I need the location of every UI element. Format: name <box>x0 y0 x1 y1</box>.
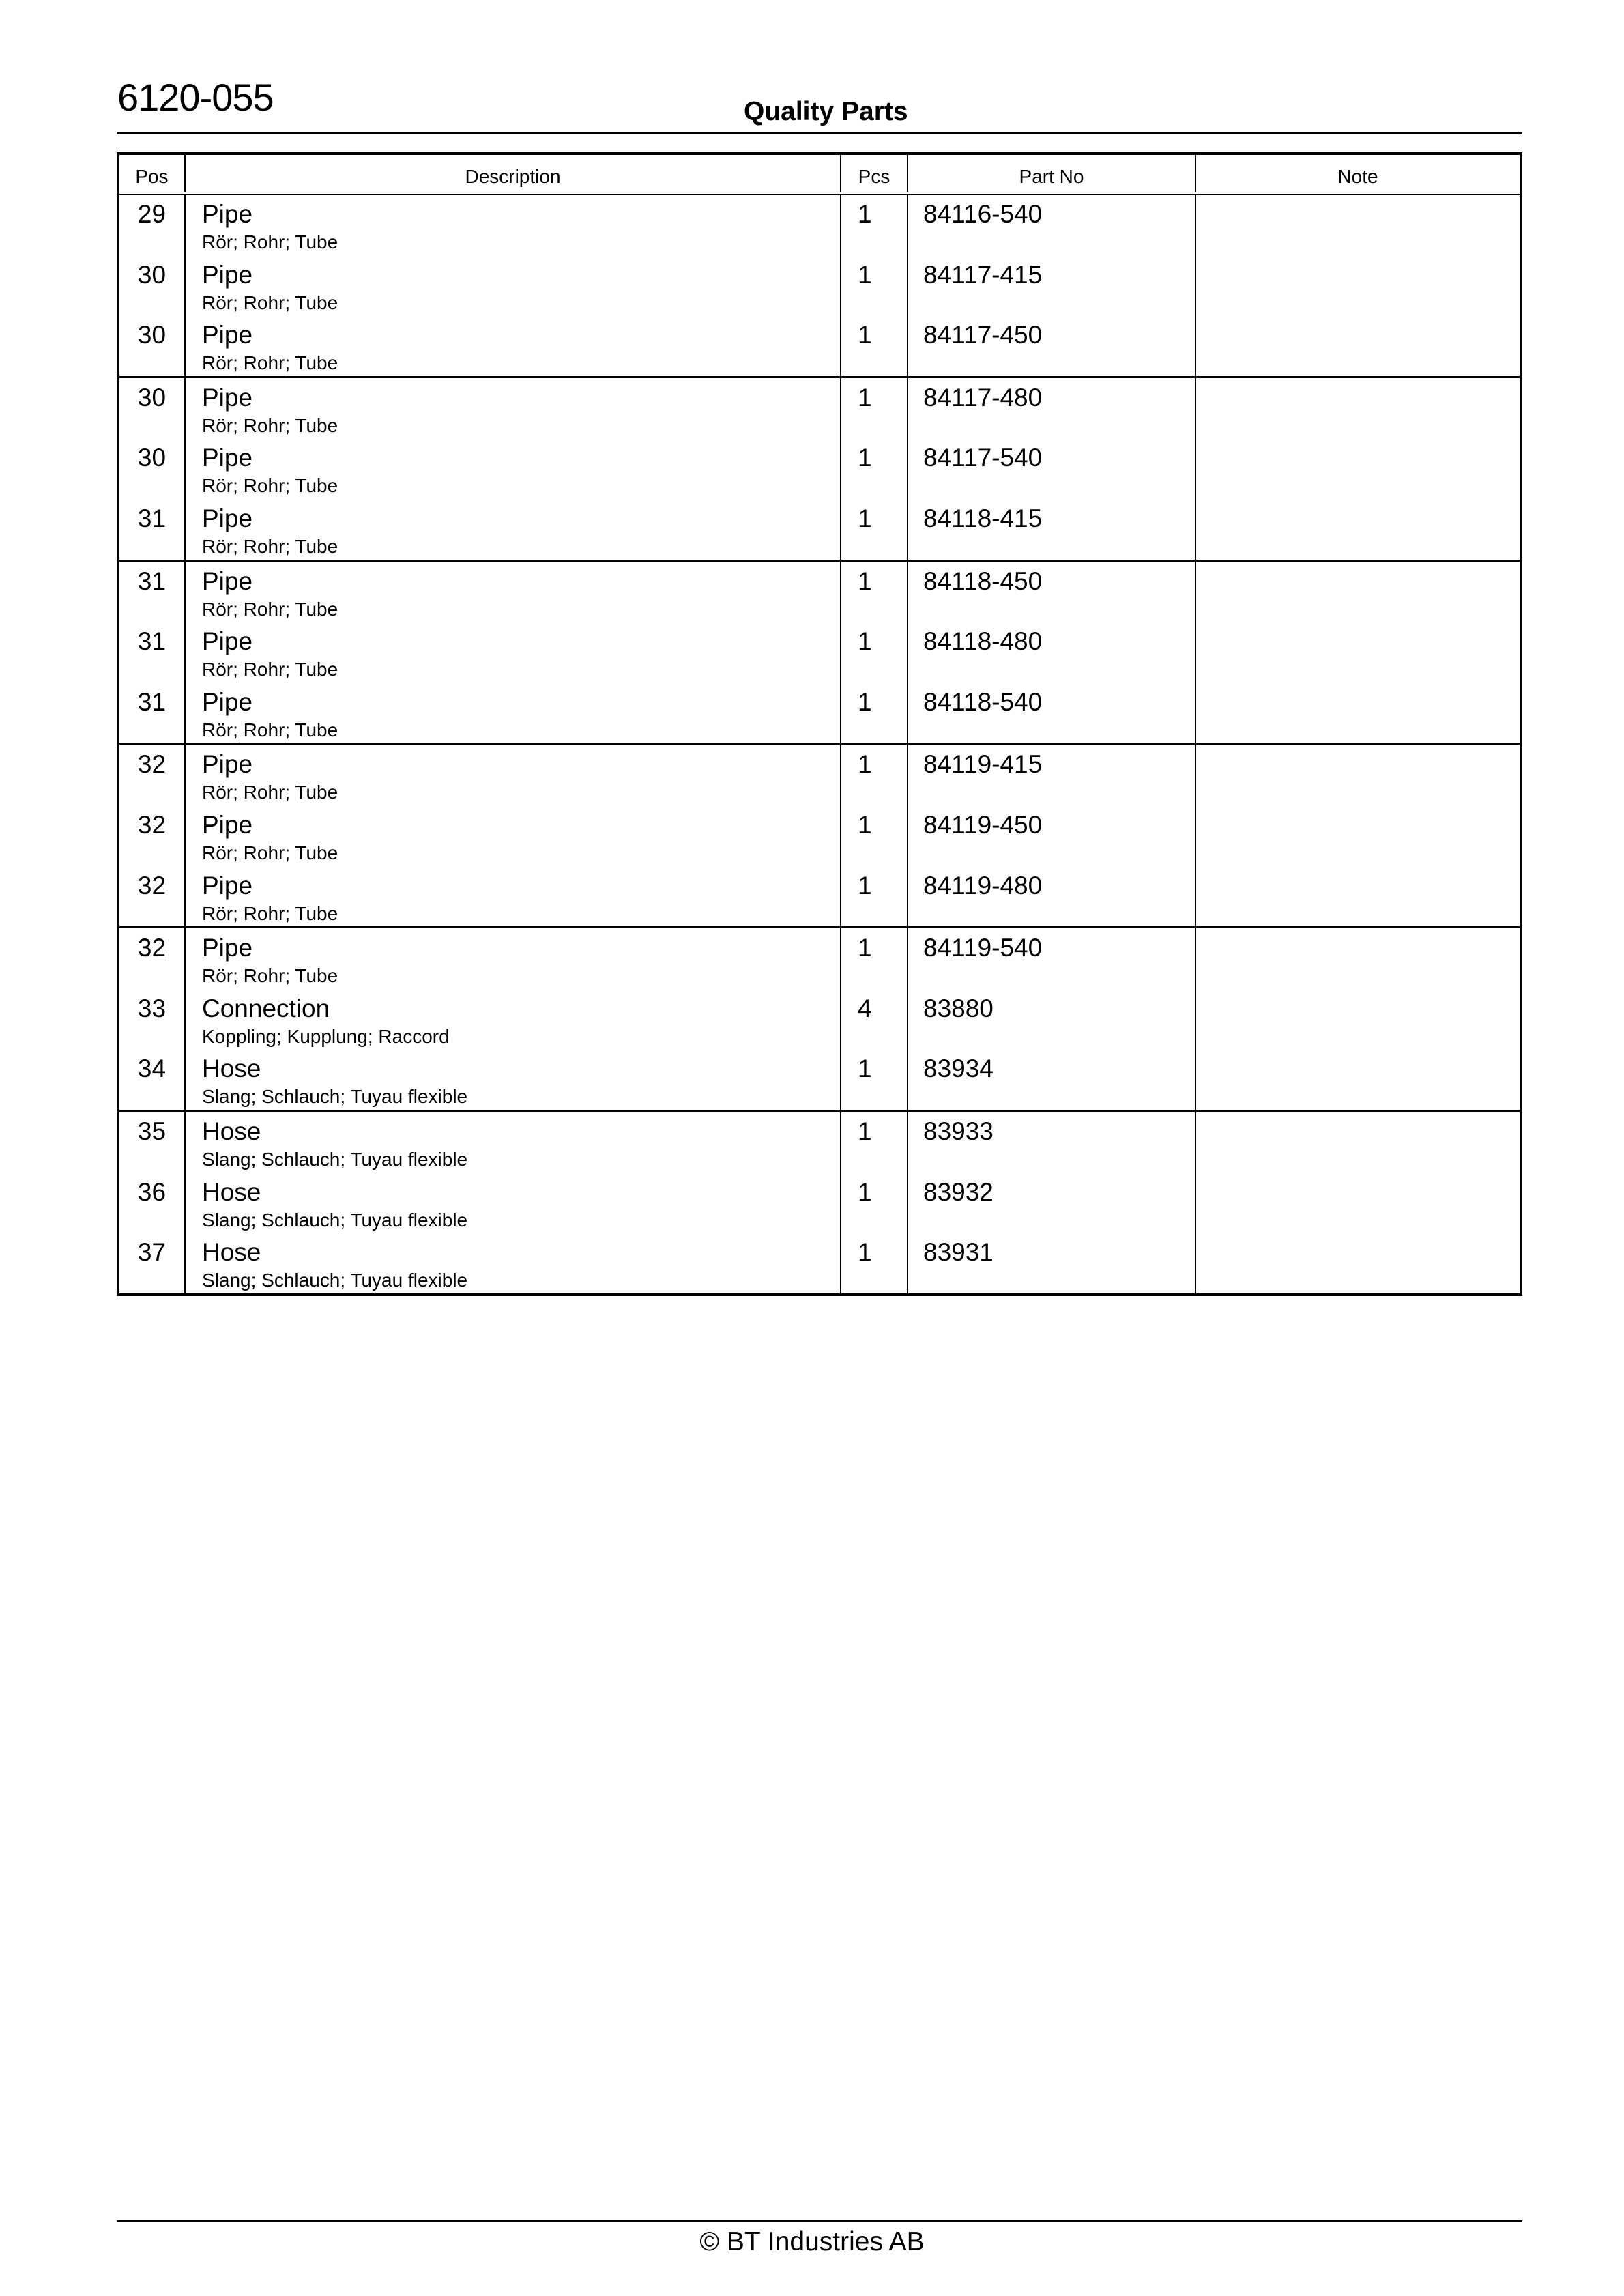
part-name: Hose <box>202 1177 261 1206</box>
note-cell <box>1196 315 1520 376</box>
row-group <box>119 926 1520 1110</box>
part-translation: Rör; Rohr; Tube <box>202 842 338 863</box>
description-cell <box>186 805 841 866</box>
pos-cell: 30 <box>119 438 186 499</box>
part-name: Pipe <box>202 871 253 900</box>
pos-cell: 32 <box>119 745 186 805</box>
table-row <box>119 438 1520 499</box>
table-row <box>119 1233 1520 1293</box>
part-translation: Rör; Rohr; Tube <box>202 598 338 620</box>
note-cell <box>1196 562 1520 622</box>
column-header-note: Note <box>1337 166 1378 187</box>
table-header <box>119 155 1520 195</box>
table-body <box>119 195 1520 1293</box>
pos-cell: 31 <box>119 562 186 622</box>
part-translation: Rör; Rohr; Tube <box>202 475 338 497</box>
part-name: Pipe <box>202 687 253 716</box>
note-cell <box>1196 195 1520 255</box>
note-cell <box>1196 255 1520 316</box>
pcs-cell: 1 <box>841 1233 908 1293</box>
note-cell <box>1196 622 1520 683</box>
pos-cell: 31 <box>119 622 186 683</box>
pos-cell: 35 <box>119 1112 186 1173</box>
description-cell <box>186 1173 841 1233</box>
part-name: Pipe <box>202 750 253 779</box>
part-no-cell: 84118-415 <box>908 499 1196 560</box>
description-cell <box>186 1233 841 1293</box>
pos-cell: 33 <box>119 989 186 1050</box>
pcs-cell: 1 <box>841 255 908 316</box>
part-translation: Rör; Rohr; Tube <box>202 231 338 253</box>
description-cell <box>186 1049 841 1110</box>
part-name: Pipe <box>202 321 253 349</box>
note-cell <box>1196 438 1520 499</box>
note-cell <box>1196 378 1520 439</box>
pos-cell: 34 <box>119 1049 186 1110</box>
pcs-cell: 1 <box>841 622 908 683</box>
part-name: Pipe <box>202 200 253 228</box>
part-translation: Rör; Rohr; Tube <box>202 965 338 987</box>
part-no-cell: 84117-480 <box>908 378 1196 439</box>
description-cell <box>186 499 841 560</box>
note-cell <box>1196 928 1520 989</box>
part-no-cell: 84119-450 <box>908 805 1196 866</box>
pcs-cell: 1 <box>841 315 908 376</box>
description-cell <box>186 315 841 376</box>
part-name: Hose <box>202 1054 261 1083</box>
pos-cell: 31 <box>119 683 186 743</box>
pos-cell: 37 <box>119 1233 186 1293</box>
part-no-cell: 84119-540 <box>908 928 1196 989</box>
pcs-cell: 1 <box>841 378 908 439</box>
table-row <box>119 499 1520 560</box>
part-translation: Rör; Rohr; Tube <box>202 291 338 313</box>
table-row <box>119 562 1520 622</box>
pos-cell: 30 <box>119 315 186 376</box>
document-number: 6120-055 <box>117 76 274 119</box>
note-cell <box>1196 1173 1520 1233</box>
column-header-pos: Pos <box>119 155 186 192</box>
part-name: Pipe <box>202 504 253 532</box>
row-group <box>119 560 1520 743</box>
row-group <box>119 195 1520 376</box>
pos-cell: 32 <box>119 928 186 989</box>
table-row <box>119 378 1520 439</box>
note-cell <box>1196 745 1520 805</box>
part-name: Pipe <box>202 627 253 656</box>
part-translation: Rör; Rohr; Tube <box>202 352 338 374</box>
part-name: Pipe <box>202 934 253 962</box>
description-cell <box>186 1112 841 1173</box>
part-no-cell: 84117-540 <box>908 438 1196 499</box>
column-header-description: Description <box>186 155 841 192</box>
description-cell <box>186 928 841 989</box>
pcs-cell: 1 <box>841 745 908 805</box>
part-name: Connection <box>202 994 330 1022</box>
table-row <box>119 989 1520 1050</box>
pos-cell: 31 <box>119 499 186 560</box>
part-translation: Slang; Schlauch; Tuyau flexible <box>202 1269 468 1291</box>
table-row <box>119 866 1520 927</box>
part-no-cell: 83880 <box>908 989 1196 1050</box>
pcs-cell: 1 <box>841 928 908 989</box>
pcs-cell: 1 <box>841 1173 908 1233</box>
row-group <box>119 1110 1520 1293</box>
note-cell <box>1196 989 1520 1050</box>
part-no-cell: 84118-480 <box>908 622 1196 683</box>
table-row <box>119 622 1520 683</box>
pcs-cell: 1 <box>841 438 908 499</box>
part-name: Pipe <box>202 260 253 289</box>
part-no-cell: 84119-415 <box>908 745 1196 805</box>
part-translation: Rör; Rohr; Tube <box>202 659 338 680</box>
part-translation: Rör; Rohr; Tube <box>202 902 338 924</box>
part-name: Pipe <box>202 444 253 472</box>
table-row <box>119 255 1520 316</box>
part-no-cell: 83932 <box>908 1173 1196 1233</box>
description-cell <box>186 866 841 927</box>
part-name: Hose <box>202 1117 261 1145</box>
part-no-cell: 83931 <box>908 1233 1196 1293</box>
row-group <box>119 376 1520 560</box>
description-cell <box>186 683 841 743</box>
note-cell <box>1196 1049 1520 1110</box>
part-no-cell: 84118-450 <box>908 562 1196 622</box>
copyright-footer: © BT Industries AB <box>699 2227 925 2256</box>
table-row <box>119 1049 1520 1110</box>
description-cell <box>186 438 841 499</box>
pcs-cell: 1 <box>841 805 908 866</box>
part-no-cell: 83934 <box>908 1049 1196 1110</box>
pcs-cell: 1 <box>841 866 908 927</box>
pcs-cell: 1 <box>841 1112 908 1173</box>
table-row <box>119 683 1520 743</box>
part-no-cell: 84119-480 <box>908 866 1196 927</box>
pcs-cell: 1 <box>841 499 908 560</box>
part-no-cell: 84117-450 <box>908 315 1196 376</box>
part-no-cell: 84117-415 <box>908 255 1196 316</box>
table-row <box>119 745 1520 805</box>
part-name: Pipe <box>202 810 253 839</box>
note-cell <box>1196 866 1520 927</box>
part-translation: Slang; Schlauch; Tuyau flexible <box>202 1148 468 1170</box>
part-translation: Slang; Schlauch; Tuyau flexible <box>202 1209 468 1231</box>
description-cell <box>186 622 841 683</box>
note-cell <box>1196 499 1520 560</box>
part-no-cell: 83933 <box>908 1112 1196 1173</box>
pos-cell: 32 <box>119 805 186 866</box>
description-cell <box>186 989 841 1050</box>
table-row <box>119 1173 1520 1233</box>
table-row <box>119 1112 1520 1173</box>
part-no-cell: 84116-540 <box>908 195 1196 255</box>
description-cell <box>186 745 841 805</box>
part-translation: Rör; Rohr; Tube <box>202 781 338 803</box>
table-row <box>119 315 1520 376</box>
pos-cell: 30 <box>119 378 186 439</box>
description-cell <box>186 255 841 316</box>
note-cell <box>1196 1112 1520 1173</box>
column-header-pcs: Pcs <box>841 155 908 192</box>
pcs-cell: 4 <box>841 989 908 1050</box>
note-cell <box>1196 1233 1520 1293</box>
note-cell <box>1196 683 1520 743</box>
footer-divider <box>117 2220 1522 2222</box>
part-translation: Rör; Rohr; Tube <box>202 414 338 436</box>
table-row <box>119 195 1520 255</box>
pcs-cell: 1 <box>841 562 908 622</box>
pcs-cell: 1 <box>841 683 908 743</box>
pcs-cell: 1 <box>841 1049 908 1110</box>
parts-table <box>117 152 1522 1296</box>
pos-cell: 29 <box>119 195 186 255</box>
note-cell <box>1196 805 1520 866</box>
header-divider <box>117 132 1522 134</box>
part-name: Pipe <box>202 383 253 412</box>
part-translation: Koppling; Kupplung; Raccord <box>202 1025 450 1047</box>
pos-cell: 36 <box>119 1173 186 1233</box>
page-title: Quality Parts <box>744 97 908 126</box>
part-translation: Slang; Schlauch; Tuyau flexible <box>202 1086 468 1108</box>
table-row <box>119 805 1520 866</box>
description-cell <box>186 562 841 622</box>
part-name: Hose <box>202 1238 261 1267</box>
part-translation: Rör; Rohr; Tube <box>202 719 338 741</box>
pos-cell: 30 <box>119 255 186 316</box>
description-cell <box>186 378 841 439</box>
pcs-cell: 1 <box>841 195 908 255</box>
part-no-cell: 84118-540 <box>908 683 1196 743</box>
column-header-part-no: Part No <box>908 155 1196 192</box>
table-row <box>119 928 1520 989</box>
row-group <box>119 743 1520 926</box>
description-cell <box>186 195 841 255</box>
pos-cell: 32 <box>119 866 186 927</box>
part-name: Pipe <box>202 566 253 595</box>
part-translation: Rör; Rohr; Tube <box>202 535 338 557</box>
